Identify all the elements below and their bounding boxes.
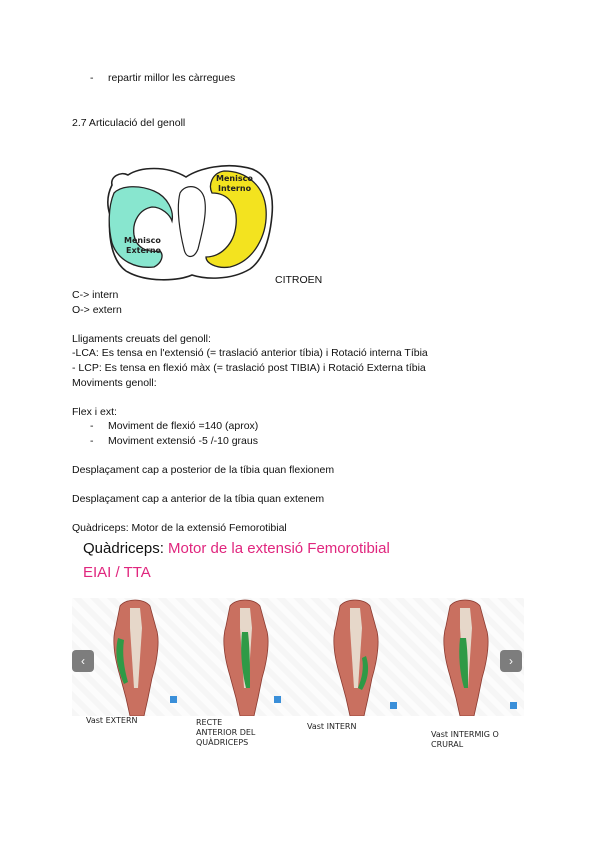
top-bullet-text: repartir millor les càrregues <box>108 72 236 84</box>
flex-title: Flex i ext: <box>72 406 117 418</box>
quadriceps-line: Quàdriceps: Motor de la extensió Femorotibial <box>72 522 287 534</box>
vast-intern-image <box>310 598 400 716</box>
slide-title <box>83 540 390 557</box>
bullet-dash: - <box>90 72 94 84</box>
meniscus-external-label: Menisco Externo <box>124 236 162 255</box>
meniscus-diagram <box>106 163 274 283</box>
muscle-gallery <box>72 598 524 716</box>
slide-title-black: Quàdriceps: <box>83 540 169 557</box>
caption-recte-anterior: RECTE ANTERIOR DEL QUÀDRICEPS <box>196 718 256 747</box>
ligaments-title: Lligaments creuats del genoll: <box>72 333 211 345</box>
lca-line: -LCA: Es tensa en l'extensió (= traslació anterior tíbia) i Rotació interna Tíbia <box>72 347 428 359</box>
desp-post: Desplaçament cap a posterior de la tíbia quan flexionem <box>72 464 335 476</box>
moviments-title: Moviments genoll: <box>72 377 157 389</box>
flex-bullet-1: Moviment de flexió =140 (aprox) <box>108 420 259 432</box>
next-arrow-icon[interactable]: › <box>500 650 522 672</box>
vast-extern-image <box>90 598 180 716</box>
bullet-dash: - <box>90 420 94 432</box>
caption-vast-extern: Vast EXTERN <box>86 716 138 725</box>
c-line: C-> intern <box>72 289 119 301</box>
citroen-mnemonic: CITROEN <box>275 274 323 286</box>
recte-anterior-image <box>200 598 290 716</box>
desp-ant: Desplaçament cap a anterior de la tíbia quan extenem <box>72 493 325 505</box>
section-heading: 2.7 Articulació del genoll <box>72 117 186 129</box>
slide-subtitle: EIAI / TTA <box>83 564 151 581</box>
caption-vast-intern: Vast INTERN <box>307 722 357 731</box>
slide-title-pink: Motor de la extensió Femorotibial <box>168 540 390 557</box>
meniscus-internal-label: Menisco Interno <box>216 174 253 193</box>
caption-vast-intermig: Vast INTERMIG O CRURAL <box>431 730 499 749</box>
lcp-line: - LCP: Es tensa en flexió màx (= traslació post TIBIA) i Rotació Externa tíbia <box>72 362 426 374</box>
prev-arrow-icon[interactable]: ‹ <box>72 650 94 672</box>
flex-bullet-2: Moviment extensió -5 /-10 graus <box>108 435 258 447</box>
bullet-dash: - <box>90 435 94 447</box>
o-line: O-> extern <box>72 304 122 316</box>
